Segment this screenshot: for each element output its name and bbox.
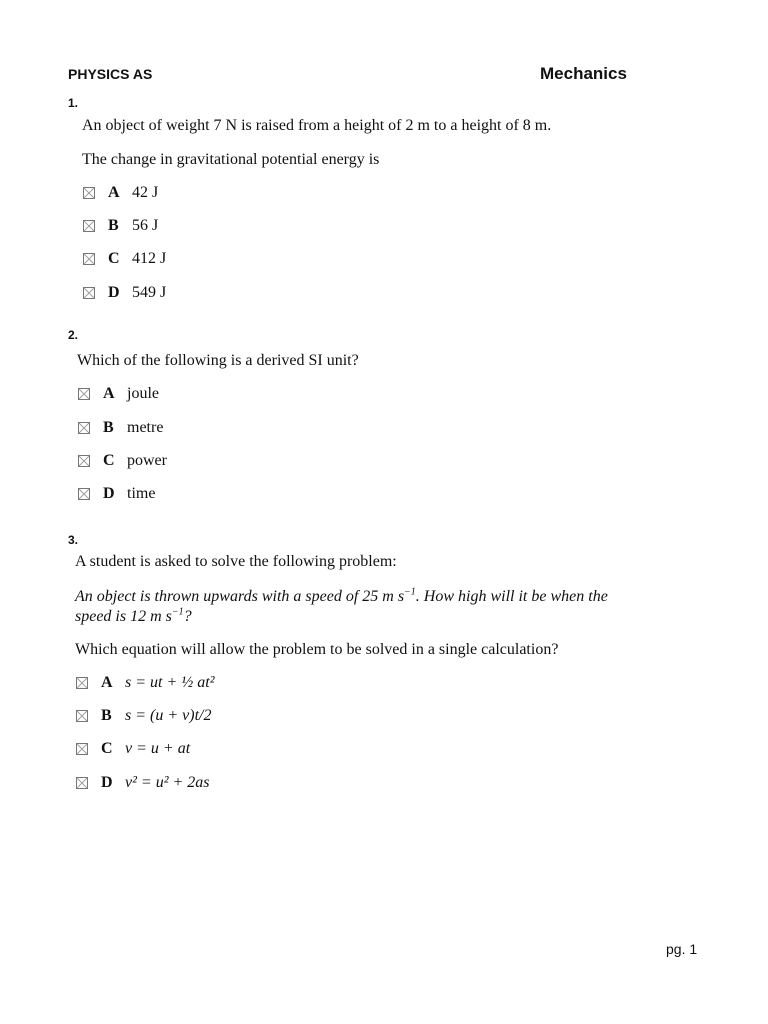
option-text: 412 J: [132, 250, 167, 267]
question-2-option-c[interactable]: [78, 452, 167, 470]
question-2-option-a[interactable]: [78, 385, 159, 403]
checkbox-icon[interactable]: [78, 455, 90, 467]
question-2-number: 2.: [68, 328, 79, 342]
option-letter: C: [108, 250, 120, 267]
question-3-stem-line-2: Which equation will allow the problem to be solved in a single calculation?: [75, 641, 559, 658]
option-letter: A: [101, 674, 113, 691]
option-text: s = ut + ½ at²: [125, 674, 215, 691]
checkbox-icon[interactable]: [83, 187, 95, 199]
checkbox-icon[interactable]: [76, 777, 88, 789]
question-1-stem-line-1: An object of weight 7 N is raised from a height of 2 m to a height of 8 m.: [82, 117, 552, 134]
option-letter: B: [101, 707, 112, 724]
question-2-option-b[interactable]: [78, 419, 163, 437]
option-letter: D: [103, 485, 115, 502]
question-3-problem: [75, 587, 645, 627]
problem-exponent-1: −1: [404, 586, 416, 598]
checkbox-icon[interactable]: [76, 743, 88, 755]
option-text: 42 J: [132, 184, 159, 201]
option-letter: D: [101, 774, 113, 791]
question-3-option-c[interactable]: [76, 740, 190, 758]
option-letter: C: [103, 452, 115, 469]
option-text: v = u + at: [125, 740, 191, 757]
option-letter: A: [103, 385, 115, 402]
header-topic: Mechanics: [540, 64, 627, 83]
option-text: 549 J: [132, 284, 167, 301]
option-letter: D: [108, 284, 120, 301]
header-subject: PHYSICS AS: [68, 66, 153, 82]
question-2-stem: Which of the following is a derived SI unit?: [77, 352, 359, 369]
question-2-option-d[interactable]: [78, 485, 155, 503]
question-3-stem-line-1: A student is asked to solve the following problem:: [75, 553, 397, 570]
option-letter: C: [101, 740, 113, 757]
checkbox-icon[interactable]: [78, 422, 90, 434]
problem-text-3: ?: [183, 608, 192, 625]
option-text: power: [127, 452, 167, 469]
question-1-stem-line-2: The change in gravitational potential energy is: [82, 151, 380, 168]
problem-exponent-2: −1: [171, 606, 184, 618]
question-3-option-b[interactable]: [76, 707, 211, 725]
checkbox-icon[interactable]: [76, 710, 88, 722]
page-number: pg. 1: [666, 941, 698, 957]
question-1-option-c[interactable]: [83, 250, 166, 268]
problem-text-2: . How high will it be when the speed is 12 m s: [75, 588, 608, 625]
option-text: 56 J: [132, 217, 159, 234]
question-1-option-b[interactable]: [83, 217, 158, 235]
question-1-option-d[interactable]: [83, 284, 166, 302]
question-3-option-d[interactable]: [76, 774, 210, 792]
checkbox-icon[interactable]: [83, 287, 95, 299]
problem-text-1: An object is thrown upwards with a speed of 25 m s: [75, 588, 405, 605]
option-text: joule: [127, 385, 159, 402]
option-text: metre: [127, 419, 164, 436]
question-3-number: 3.: [68, 533, 79, 547]
question-1-option-a[interactable]: [83, 184, 158, 202]
option-text: time: [127, 485, 156, 502]
checkbox-icon[interactable]: [78, 388, 90, 400]
checkbox-icon[interactable]: [76, 677, 88, 689]
option-text: s = (u + v)t/2: [125, 707, 212, 724]
option-letter: B: [108, 217, 119, 234]
option-text: v² = u² + 2as: [125, 774, 210, 791]
question-3-option-a[interactable]: [76, 674, 215, 692]
checkbox-icon[interactable]: [78, 488, 90, 500]
option-letter: B: [103, 419, 114, 436]
question-1-number: 1.: [68, 96, 79, 110]
checkbox-icon[interactable]: [83, 253, 95, 265]
checkbox-icon[interactable]: [83, 220, 95, 232]
option-letter: A: [108, 184, 120, 201]
